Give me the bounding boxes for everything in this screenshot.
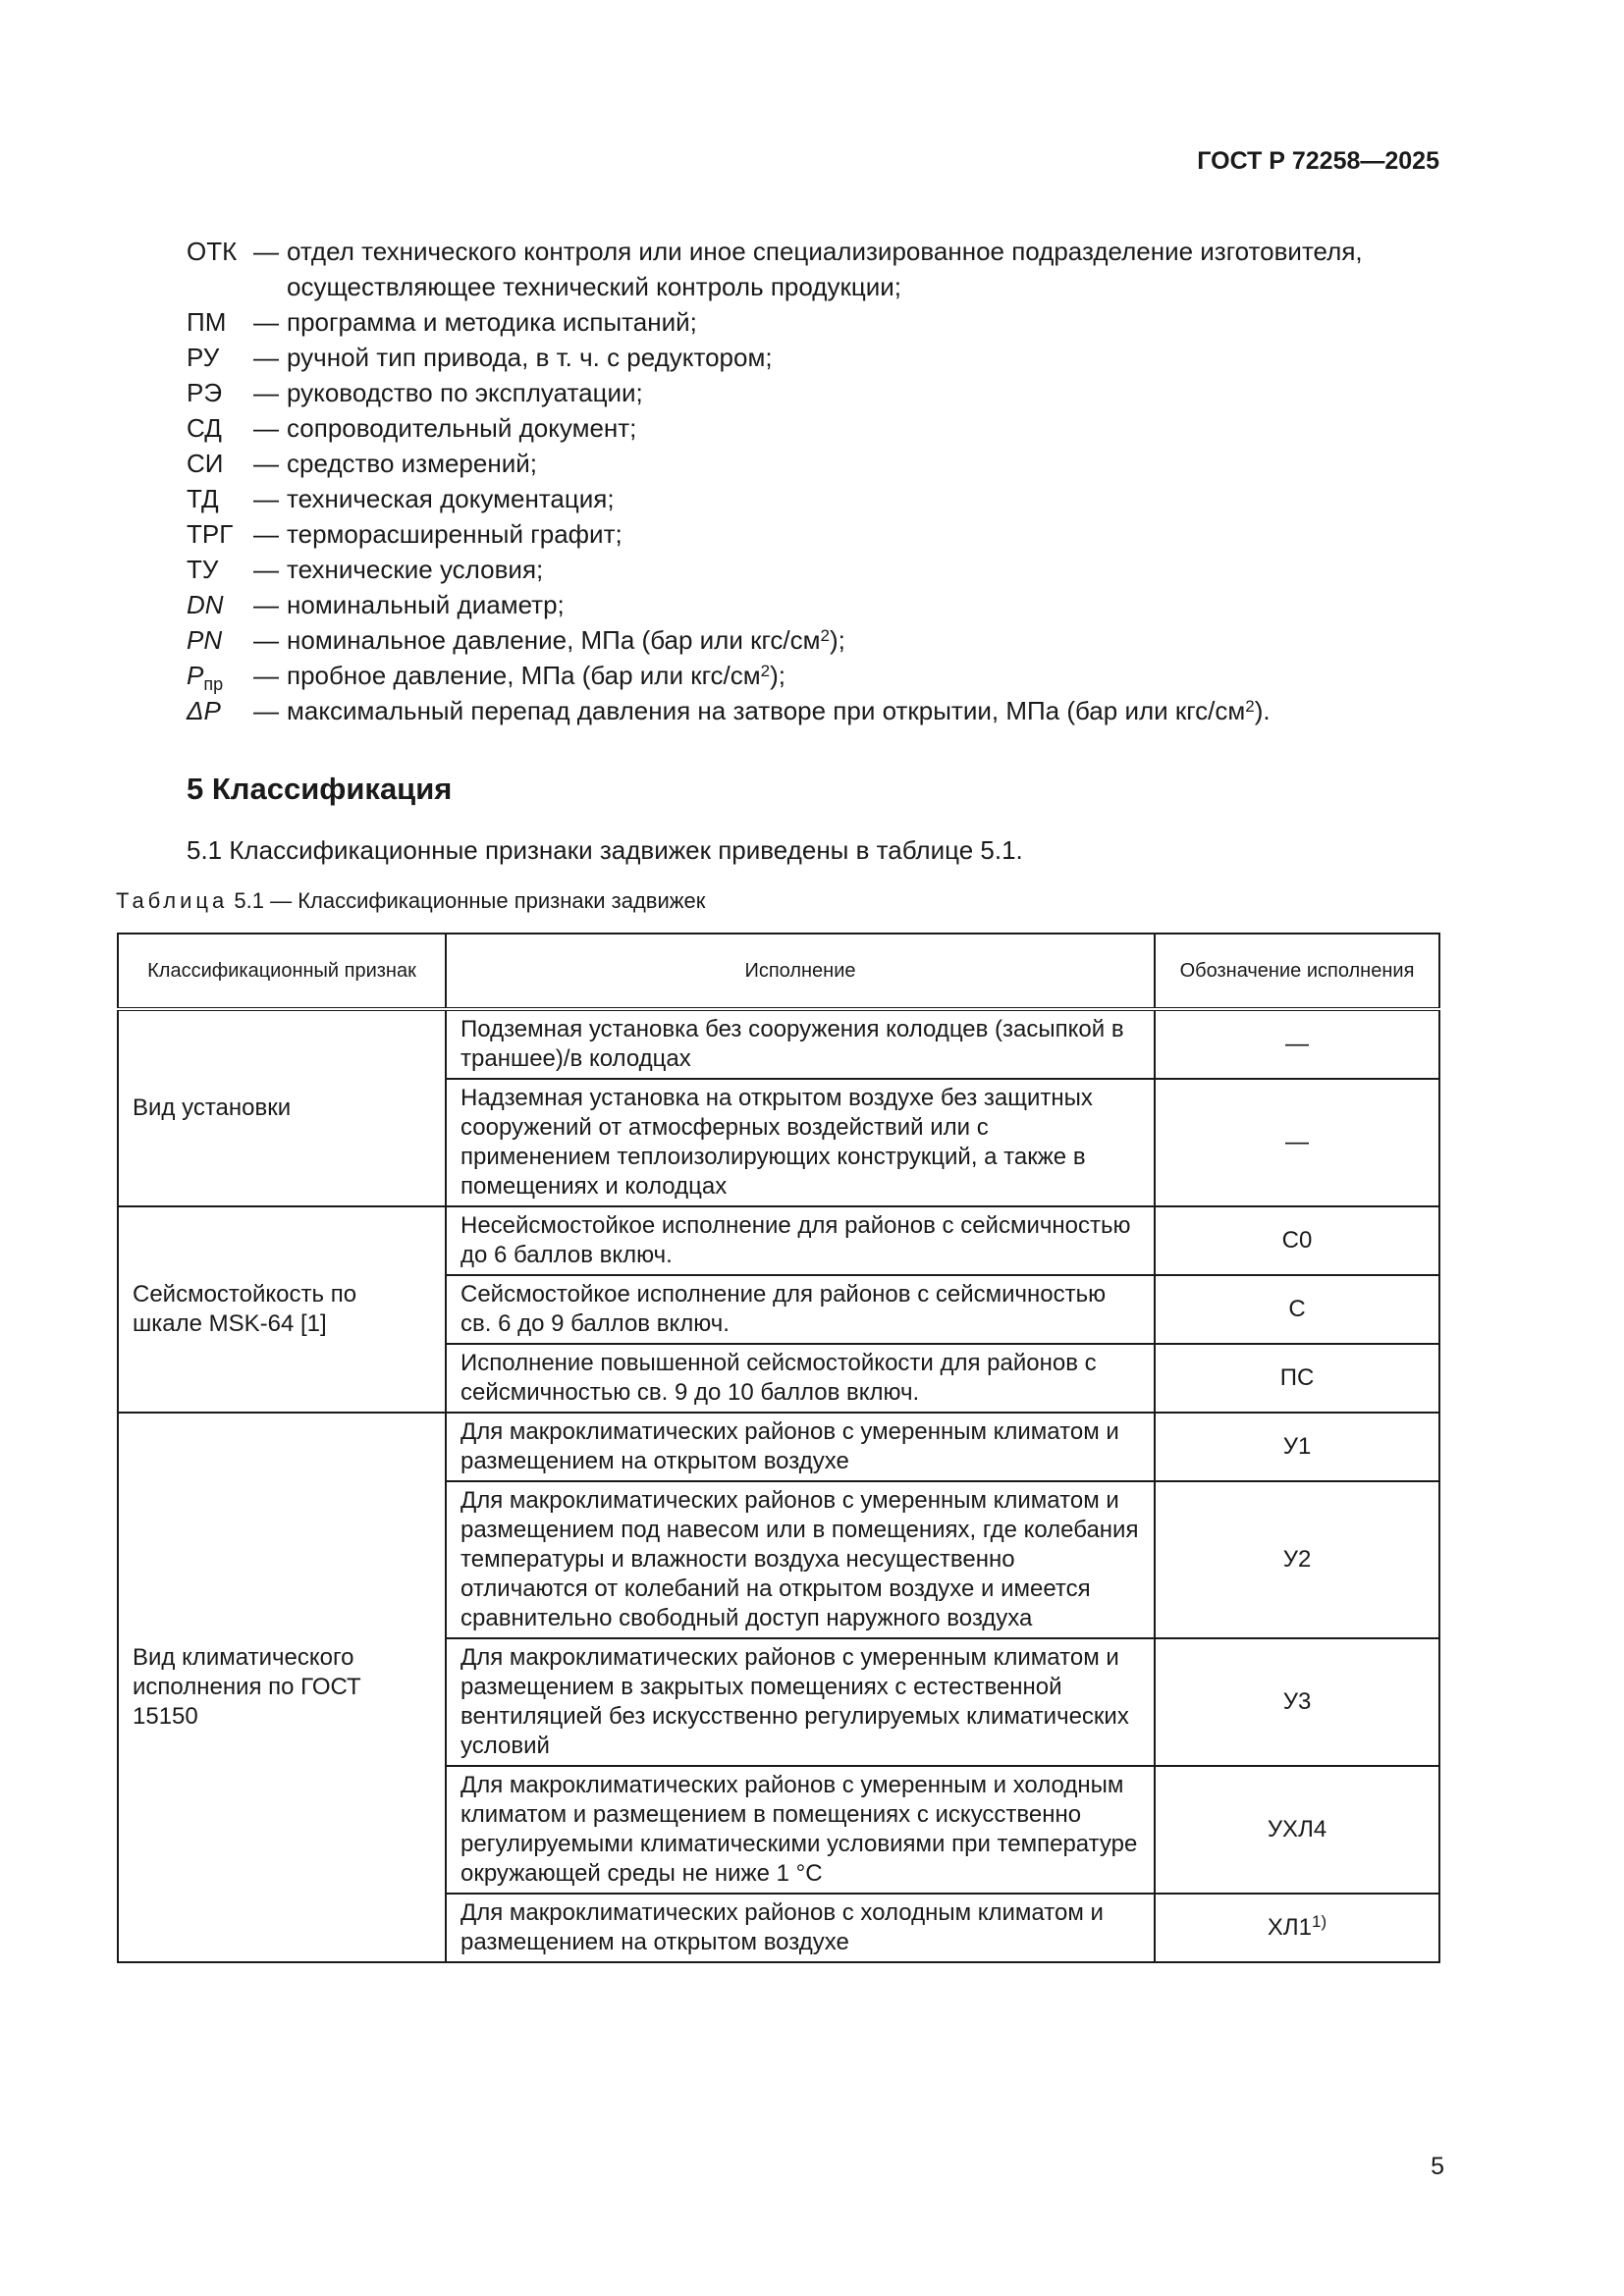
abbr-row-re [187,375,1453,410]
abbr-dash: — [253,661,279,690]
execution-cell: Для макроклиматических районов с умеренным климатом и размещением под навесом или в помещениях, где колебания температуры и влажности воздуха несущественно отличаются от колебаний на открытом воздухе и имеется сравнительно свободный доступ наружного воздуха [446,1481,1155,1638]
abbr-row-pm [187,304,1453,340]
abbr-definition: техническая документация; [287,484,615,513]
code-cell: УХЛ4 [1155,1766,1439,1894]
table-caption-word: Таблица [116,888,229,913]
abbr-key-italic: PN [187,625,223,655]
execution-cell: Для макроклиматических районов с умеренным климатом и размещением в закрытых помещениях с естественной вентиляцией без искусственно регулируемых климатических условий [446,1638,1155,1766]
execution-cell: Для макроклиматических районов с холодным климатом и размещением на открытом воздухе [446,1894,1155,1962]
abbr-key [187,622,253,658]
feature-cell: Вид климатического исполнения по ГОСТ 15150 [118,1413,446,1962]
header-execution: Исполнение [446,934,1155,1009]
abbr-key: РУ [187,343,220,372]
execution-cell: Подземная установка без сооружения колодцев (засыпкой в траншее)/в колодцах [446,1009,1155,1079]
abbr-definition: номинальный диаметр; [287,590,565,619]
abbr-key-italic: P [187,661,204,690]
execution-cell: Сейсмостойкое исполнение для районов с сейсмичностью св. 6 до 9 баллов включ. [446,1275,1155,1344]
abbr-def-tail: ); [770,661,785,690]
abbr-dash: — [253,449,279,478]
code-cell: — [1155,1009,1439,1079]
abbr-dash: — [253,519,279,549]
abbr-dash: — [253,413,279,443]
subscript: пр [203,674,224,694]
code-cell: ПС [1155,1344,1439,1413]
abbr-def-tail: ); [829,625,845,655]
abbr-key: РЭ [187,378,223,407]
table-row [118,1206,1439,1275]
abbr-key-italic: ΔP [187,696,221,725]
code-cell: С0 [1155,1206,1439,1275]
abbr-row-sd [187,410,1453,446]
abbr-dash: — [253,237,279,266]
code-cell: У3 [1155,1638,1439,1766]
abbr-definition: ручной тип привода, в т. ч. с редуктором; [287,343,773,372]
code-cell: У1 [1155,1413,1439,1481]
table-row [118,1413,1439,1481]
abbr-dash: — [253,590,279,619]
classification-table [117,933,1440,1963]
abbr-key [187,693,253,728]
abbr-row-pn [187,622,1453,658]
header-code: Обозначение исполнения [1155,934,1439,1009]
abbr-key: СИ [187,449,224,478]
abbr-key: ТД [187,484,219,513]
abbr-dash: — [253,378,279,407]
abbr-key: ПМ [187,307,227,337]
table-header-row [118,934,1439,1009]
abbr-definition [287,693,1453,728]
abbr-definition [287,658,1453,693]
code-cell: — [1155,1079,1439,1206]
abbr-row-otk [187,234,1453,304]
abbr-key: СД [187,413,222,443]
table-caption-rest: 5.1 — Классификационные признаки задвижек [234,888,706,913]
paragraph-5-1: 5.1 Классификационные признаки задвижек приведены в таблице 5.1. [187,835,1023,865]
abbr-row-ppr [187,658,1453,693]
abbr-key-italic: DN [187,590,224,619]
abbr-dash: — [253,343,279,372]
abbr-definition: средство измерений; [287,449,537,478]
abbr-row-si [187,446,1453,481]
abbr-dash: — [253,555,279,584]
abbr-dash: — [253,484,279,513]
abbr-key: ТРГ [187,519,234,549]
execution-cell: Для макроклиматических районов с умеренным климатом и размещением на открытом воздухе [446,1413,1155,1481]
abbr-definition: терморасширенный графит; [287,519,623,549]
abbr-key [187,658,253,693]
abbr-definition: технические условия; [287,555,544,584]
abbr-key: ОТК [187,237,238,266]
abbr-definition: программа и методика испытаний; [287,307,697,337]
table-row [118,1009,1439,1079]
abbr-dash: — [253,307,279,337]
abbr-def-tail: ). [1254,696,1271,725]
superscript: 2 [760,662,771,680]
abbr-key [187,587,253,622]
abbr-definition: сопроводительный документ; [287,413,637,443]
abbr-dash: — [253,696,279,725]
execution-cell: Исполнение повышенной сейсмостойкости для районов с сейсмичностью св. 9 до 10 баллов включ. [446,1344,1155,1413]
abbr-def-text: пробное давление, МПа (бар или кгс/см [287,661,761,690]
code-text: ХЛ1 [1267,1914,1312,1941]
feature-cell: Сейсмостойкость по шкале MSK-64 [1] [118,1206,446,1413]
abbr-dash: — [253,625,279,655]
superscript: 2 [820,626,830,645]
execution-cell: Для макроклиматических районов с умеренным и холодным климатом и размещением в помещениях с искусственно регулируемыми климатическими условиями при температуре окружающей среды не ниже 1 °С [446,1766,1155,1894]
abbr-row-dp [187,693,1453,728]
document-code: ГОСТ Р 72258—2025 [1197,147,1439,175]
footnote-marker: 1) [1311,1912,1327,1931]
abbr-definition [287,622,1453,658]
abbreviations-list [187,234,1453,728]
abbr-def-text: номинальное давление, МПа (бар или кгс/см [287,625,821,655]
feature-cell: Вид установки [118,1009,446,1206]
header-feature: Классификационный признак [118,934,446,1009]
execution-cell: Несейсмостойкое исполнение для районов с сейсмичностью до 6 баллов включ. [446,1206,1155,1275]
abbr-row-tu [187,552,1453,587]
code-cell: С [1155,1275,1439,1344]
page-number: 5 [1431,2153,1444,2180]
abbr-row-td [187,481,1453,516]
abbr-row-trg [187,516,1453,552]
superscript: 2 [1245,697,1255,716]
abbr-key: ТУ [187,555,219,584]
abbr-def-text: максимальный перепад давления на затворе при открытии, МПа (бар или кгс/см [287,696,1246,725]
table-caption [116,888,705,914]
code-cell [1155,1894,1439,1962]
abbr-row-ru [187,340,1453,375]
section-title: 5 Классификация [187,772,453,806]
execution-cell: Надземная установка на открытом воздухе без защитных сооружений от атмосферных воздействий или с применением теплоизолирующих конструкций, а также в помещениях и колодцах [446,1079,1155,1206]
abbr-definition: руководство по эксплуатации; [287,378,643,407]
code-cell: У2 [1155,1481,1439,1638]
abbr-row-dn [187,587,1453,622]
abbr-definition: отдел технического контроля или иное специализированное подразделение изготовителя, осуществляющее технический контроль продукции; [287,237,1363,301]
